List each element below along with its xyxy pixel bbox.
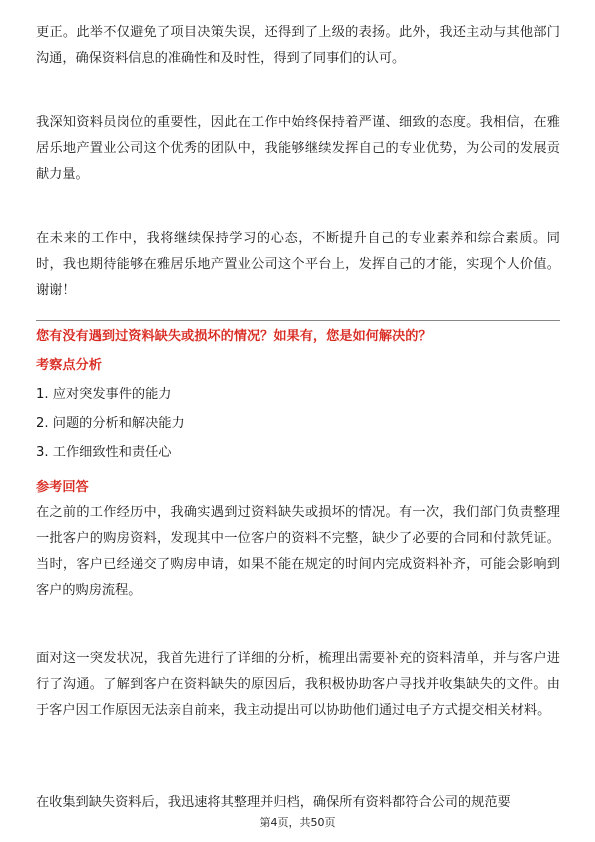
section-divider bbox=[36, 320, 560, 321]
analysis-point: 2. 问题的分析和解决能力 bbox=[36, 416, 185, 431]
intro-paragraph-3: 在未来的工作中，我将继续保持学习的心态，不断提升自己的专业素养和综合素质。同时，我也期待能够在雅居乐地产置业公司这个平台上，发挥自己的才能，实现个人价值。谢谢！ bbox=[36, 231, 560, 298]
answer-paragraph-1: 在之前的工作经历中，我确实遇到过资料缺失或损坏的情况。有一次，我们部门负责整理一批客户的购房资料，发现其中一位客户的资料不完整，缺少了必要的合同和付款凭证。当时，客户已经递交了购房申请，如果不能在规定的时间内完成资料补齐，可能会影响到客户的购房流程。 bbox=[36, 505, 560, 598]
analysis-point: 1. 应对突发事件的能力 bbox=[36, 387, 172, 402]
answer-paragraph-2: 面对这一突发状况，我首先进行了详细的分析，梳理出需要补充的资料清单，并与客户进行了沟通。了解到客户在资料缺失的原因后，我积极协助客户寻找并收集缺失的文件。由于客户因工作原因无法亲自前来，我主动提出可以协助他们通过电子方式提交相关材料。 bbox=[36, 651, 560, 718]
analysis-heading: 考察点分析 bbox=[36, 358, 102, 373]
interview-question: 您有没有遇到过资料缺失或损坏的情况？如果有，您是如何解决的？ bbox=[36, 329, 432, 344]
answer-heading: 参考回答 bbox=[36, 480, 89, 495]
analysis-point: 3. 工作细致性和责任心 bbox=[36, 445, 172, 460]
intro-paragraph-2: 我深知资料员岗位的重要性，因此在工作中始终保持着严谨、细致的态度。我相信，在雅居乐地产置业公司这个优秀的团队中，我能够继续发挥自己的专业优势，为公司的发展贡献力量。 bbox=[36, 115, 560, 182]
page-number: 第4页，共50页 bbox=[259, 816, 336, 829]
answer-paragraph-3: 在收集到缺失资料后，我迅速将其整理并归档，确保所有资料都符合公司的规范要 bbox=[36, 795, 511, 810]
intro-paragraph-1: 更正。此举不仅避免了项目决策失误，还得到了上级的表扬。此外，我还主动与其他部门沟通，确保资料信息的准确性和及时性，得到了同事们的认可。 bbox=[36, 25, 560, 66]
